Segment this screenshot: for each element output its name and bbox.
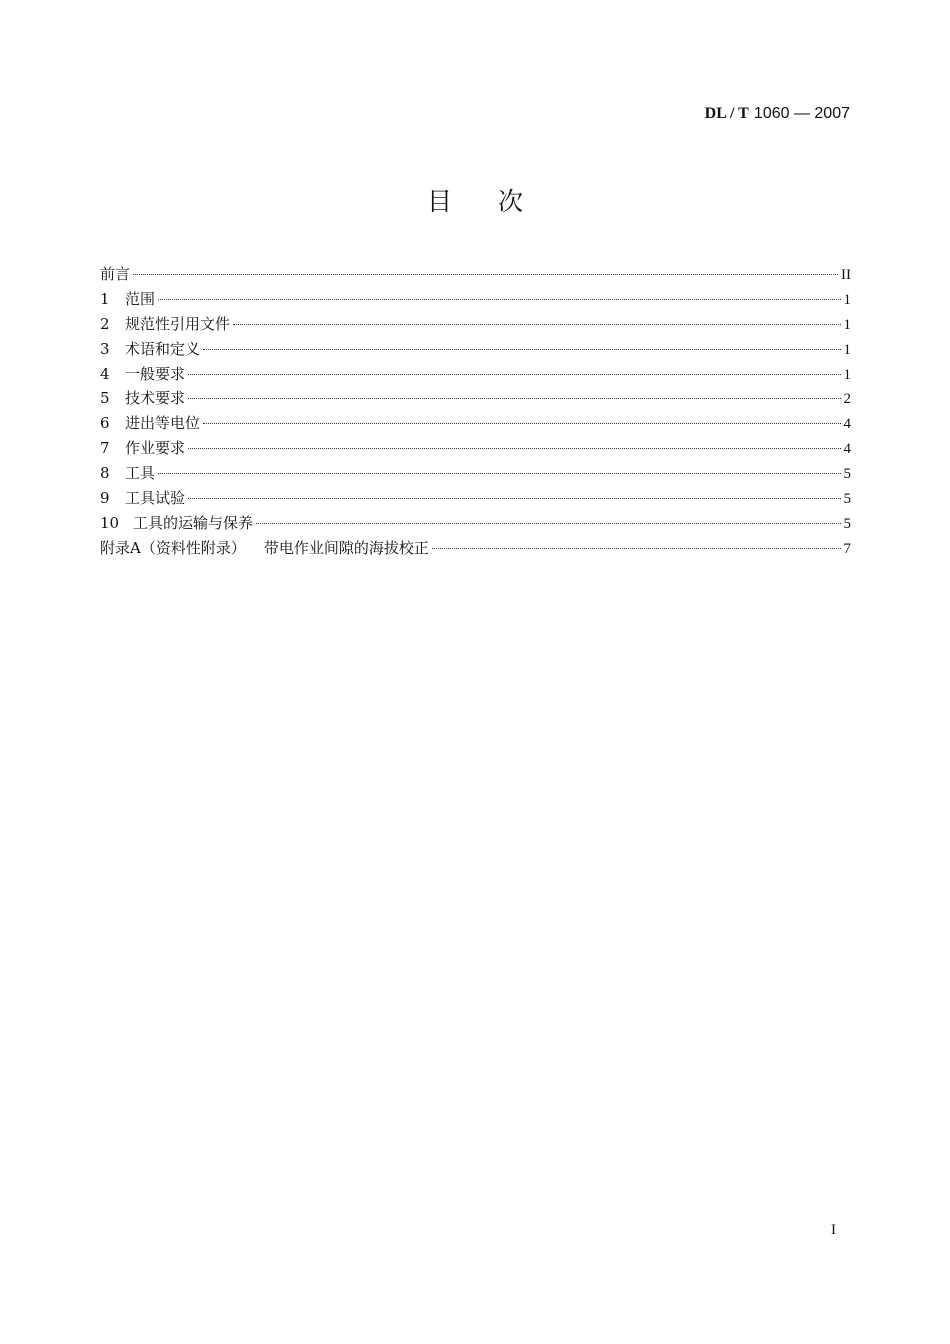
toc-entry-label: 技术要求 [125, 389, 186, 408]
page-title: 目次 [426, 187, 569, 216]
standard-code-number: 1060 — 2007 [753, 105, 850, 122]
page-number: I [831, 1222, 836, 1238]
toc-entry-number: 7 [100, 439, 110, 458]
toc-entry-9[interactable] [100, 486, 851, 511]
toc-entry-label: 一般要求 [125, 364, 186, 383]
toc-entry-page: 1 [843, 316, 851, 333]
toc-leader-dots [158, 299, 840, 300]
toc-entry-page: II [841, 267, 851, 283]
toc-entry-label: 前言 [100, 265, 131, 283]
toc-entry-8[interactable] [100, 461, 851, 486]
toc-entry-page: 7 [843, 540, 851, 557]
toc-leader-dots [158, 473, 840, 474]
toc-entry-page: 1 [843, 291, 851, 308]
toc-leader-dots [203, 423, 840, 424]
toc-leader-dots [256, 523, 840, 524]
toc-entry-number: 10 [100, 513, 120, 532]
toc-entry-1[interactable] [100, 287, 851, 312]
toc-entry-10[interactable] [100, 511, 851, 536]
toc-entry-label: 术语和定义 [125, 339, 201, 358]
toc-leader-dots [233, 324, 840, 325]
standard-code-prefix: DL / T [704, 105, 749, 122]
toc-entry-number: 8 [100, 464, 110, 483]
toc-entry-number: 1 [100, 289, 110, 308]
toc-entry-page: 5 [843, 466, 851, 483]
toc-entry-label: 规范性引用文件 [125, 314, 231, 333]
toc-entry-number: 5 [100, 389, 110, 408]
toc-entry-foreword[interactable] [100, 262, 851, 287]
toc-leader-dots [203, 349, 840, 350]
toc-entry-page: 4 [843, 441, 851, 458]
toc-entry-6[interactable] [100, 411, 851, 436]
toc-entry-number: 4 [100, 364, 110, 383]
toc-leader-dots [188, 448, 840, 449]
toc-entry-label: 附录A（资料性附录） [100, 538, 246, 557]
toc-entry-label: 工具试验 [125, 489, 186, 508]
toc-entry-label: 范围 [125, 289, 156, 308]
toc-leader-dots [188, 374, 840, 375]
toc-entry-4[interactable] [100, 362, 851, 387]
toc-entry-page: 1 [843, 341, 851, 358]
toc-leader-dots [133, 274, 838, 275]
toc-entry-label: 工具的运输与保养 [133, 513, 254, 532]
toc-entry-page: 5 [843, 491, 851, 508]
toc-entry-number: 3 [100, 339, 110, 358]
toc-entry-label: 作业要求 [125, 439, 186, 458]
toc-entry-page: 1 [843, 366, 851, 383]
toc-entry-number: 6 [100, 414, 110, 433]
toc-entry-page: 5 [843, 515, 851, 532]
toc-entry-3[interactable] [100, 337, 851, 362]
toc-entry-number: 2 [100, 314, 110, 333]
standard-code [705, 103, 850, 123]
toc-entry-page: 4 [843, 416, 851, 433]
toc-entry-page: 2 [843, 391, 851, 408]
toc-entry-label: 工具 [125, 464, 156, 483]
toc-entry-7[interactable] [100, 436, 851, 461]
toc-entry-appendix-a[interactable] [100, 536, 851, 561]
toc-leader-dots [432, 548, 841, 549]
table-of-contents [100, 262, 851, 561]
toc-entry-label: 进出等电位 [125, 414, 201, 433]
toc-entry-sublabel: 带电作业间隙的海拔校正 [263, 538, 429, 557]
toc-entry-2[interactable] [100, 312, 851, 337]
toc-entry-5[interactable] [100, 386, 851, 411]
toc-leader-dots [188, 398, 840, 399]
toc-leader-dots [188, 498, 840, 499]
toc-entry-number: 9 [100, 489, 110, 508]
